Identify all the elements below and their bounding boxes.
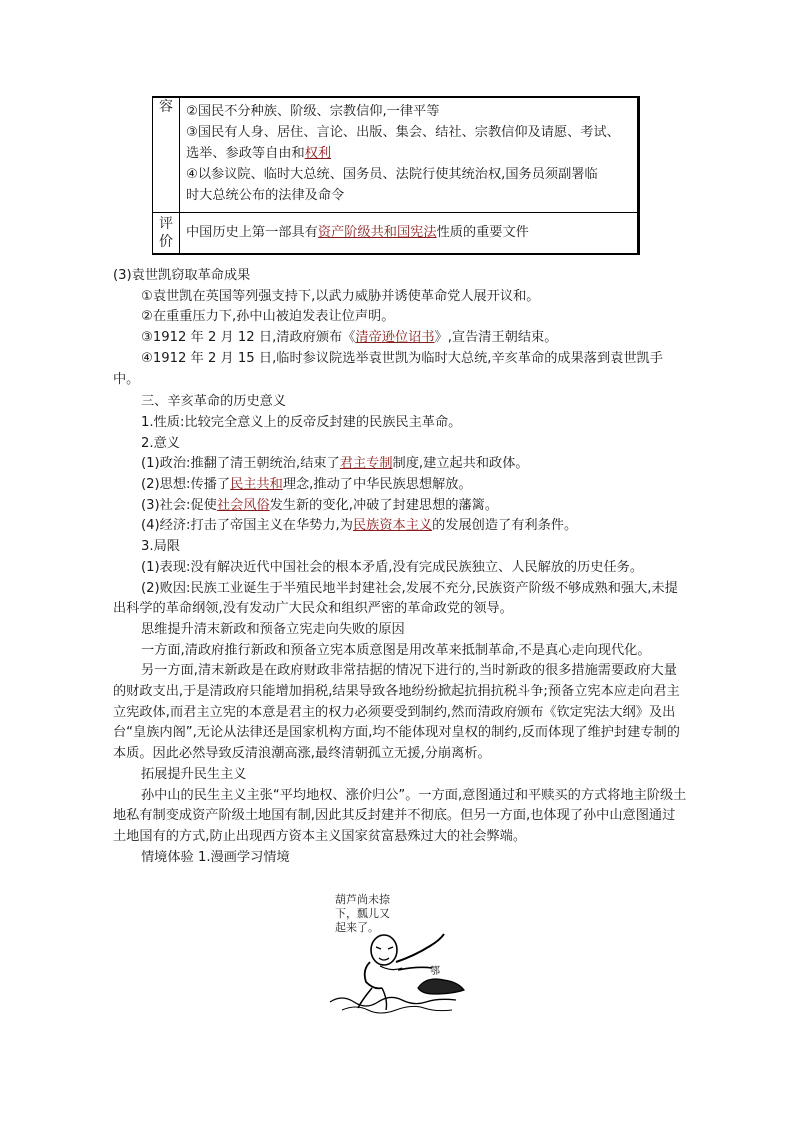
underlined-term: 民主共和 xyxy=(230,477,283,493)
paragraph: ①袁世凯在英国等列强支持下,以武力威胁并诱使革命党人展开议和。 xyxy=(141,288,540,304)
paragraph: 另一方面,清末新政是在政府财政非常拮据的情况下进行的,当时新政的很多措施需要政府大量的财政支出,于是清政府只能增加捐税,结果导致各地纷纷掀起抗捐抗税斗争;预备立宪本应走向君主立宪政体,而君主立宪的本意是君主的权力必须要受到制约,然而清政府颁布《钦定宪法大纲》及出台“皇族内阁”,无论从法律还是国家机构方面,均不能体现对皇权的制约,反而体现了维护封建专制的本质。因此必然导致反清浪潮高涨,最终清朝孤立无援,分崩离析。 xyxy=(113,663,680,762)
subheading: 拓展提升民生主义 xyxy=(141,766,247,782)
cartoon-illustration xyxy=(322,890,472,1020)
paragraph: (2)思想:传播了民主共和理念,推动了中华民族思想解放。 xyxy=(141,477,472,493)
paragraph: 孙中山的民生主义主张“平均地权、涨价归公”。一方面,意图通过和平赎买的方式将地主阶级土地私有制变成资产阶级土地国有制,因此其反封建并不彻底。但另一方面,也体现了孙中山意图通过土地国有的方式,防止出现西方资本主义国家贫富悬殊过大的社会弊端。 xyxy=(113,787,687,844)
row-content-cell: 中国历史上第一部具有资产阶级共和国宪法性质的重要文件 xyxy=(180,213,639,255)
content-line: ④以参议院、临时大总统、国务员、法院行使其统治权,国务员须副署临 xyxy=(186,167,598,182)
cartoon-caption: 葫芦尚未捺 下，瓢儿又 起来了。 xyxy=(335,893,390,934)
content-line: ②国民不分种族、阶级、宗教信仰,一律平等 xyxy=(186,104,440,119)
underlined-term: 民族资本主义 xyxy=(352,518,433,534)
paragraph: (1)政治:推翻了清王朝统治,结束了君主专制制度,建立起共和政体。 xyxy=(141,456,529,472)
paragraph: ②在重重压力下,孙中山被迫发表让位声明。 xyxy=(141,309,395,325)
underlined-term: 资产阶级共和国宪法 xyxy=(317,225,437,240)
row-content-cell xyxy=(180,97,639,213)
section-heading: 三、辛亥革命的历史意义 xyxy=(141,394,287,410)
paragraph: 一方面,清政府推行新政和预备立宪本质意图是用改革来抵制革命,不是真心走向现代化。 xyxy=(141,642,651,658)
document-body xyxy=(113,266,687,868)
row2-label: 评价 xyxy=(159,216,173,250)
underlined-term: 君主专制 xyxy=(339,456,393,472)
gourd-label: 鄂 xyxy=(430,966,440,977)
subheading: 思维提升清末新政和预备立宪走向失败的原因 xyxy=(141,621,405,637)
section-title: (3)袁世凯窃取革命成果 xyxy=(113,268,251,283)
paragraph: ③1912 年 2 月 12 日,清政府颁布《清帝逊位诏书》,宣告清王朝结束。 xyxy=(141,330,558,346)
underlined-term: 清帝逊位诏书 xyxy=(355,330,435,346)
paragraph: (1)表现:没有解决近代中国社会的根本矛盾,没有完成民族独立、人民解放的历史任务。 xyxy=(141,559,644,575)
row1-label: 容 xyxy=(159,99,173,115)
paragraph: ④1912 年 2 月 15 日,临时参议院选举袁世凯为临时大总统,辛亥革命的成果落到袁世凯手中。 xyxy=(113,350,663,387)
underlined-term: 权利 xyxy=(304,146,332,161)
row-label-cell xyxy=(153,213,180,255)
content-line: 时大总统公布的法律及命令 xyxy=(186,188,345,203)
row-label-cell xyxy=(153,97,180,213)
paragraph: 1.性质:比较完全意义上的反帝反封建的民族民主革命。 xyxy=(141,414,462,430)
content-line: ③国民有人身、居住、言论、出版、集会、结社、宗教信仰及请愿、考试、 xyxy=(186,125,620,140)
paragraph: (3)社会:促使社会风俗发生新的变化,冲破了封建思想的藩篱。 xyxy=(141,497,499,513)
underlined-term: 社会风俗 xyxy=(216,497,270,513)
paragraph: 2.意义 xyxy=(141,435,180,451)
paragraph: (2)败因:民族工业诞生于半殖民地半封建社会,发展不充分,民族资产阶级不够成熟和强大,未提出科学的革命纲领,没有发动广大民众和组织严密的革命政党的领导。 xyxy=(113,580,678,617)
paragraph: 3.局限 xyxy=(141,539,180,555)
subheading: 情境体验 1.漫画学习情境 xyxy=(141,849,290,865)
constitution-table xyxy=(152,96,640,255)
paragraph: (4)经济:打击了帝国主义在华势力,为民族资本主义的发展创造了有利条件。 xyxy=(141,518,578,534)
content-line: 选举、参政等自由和 xyxy=(186,146,305,161)
